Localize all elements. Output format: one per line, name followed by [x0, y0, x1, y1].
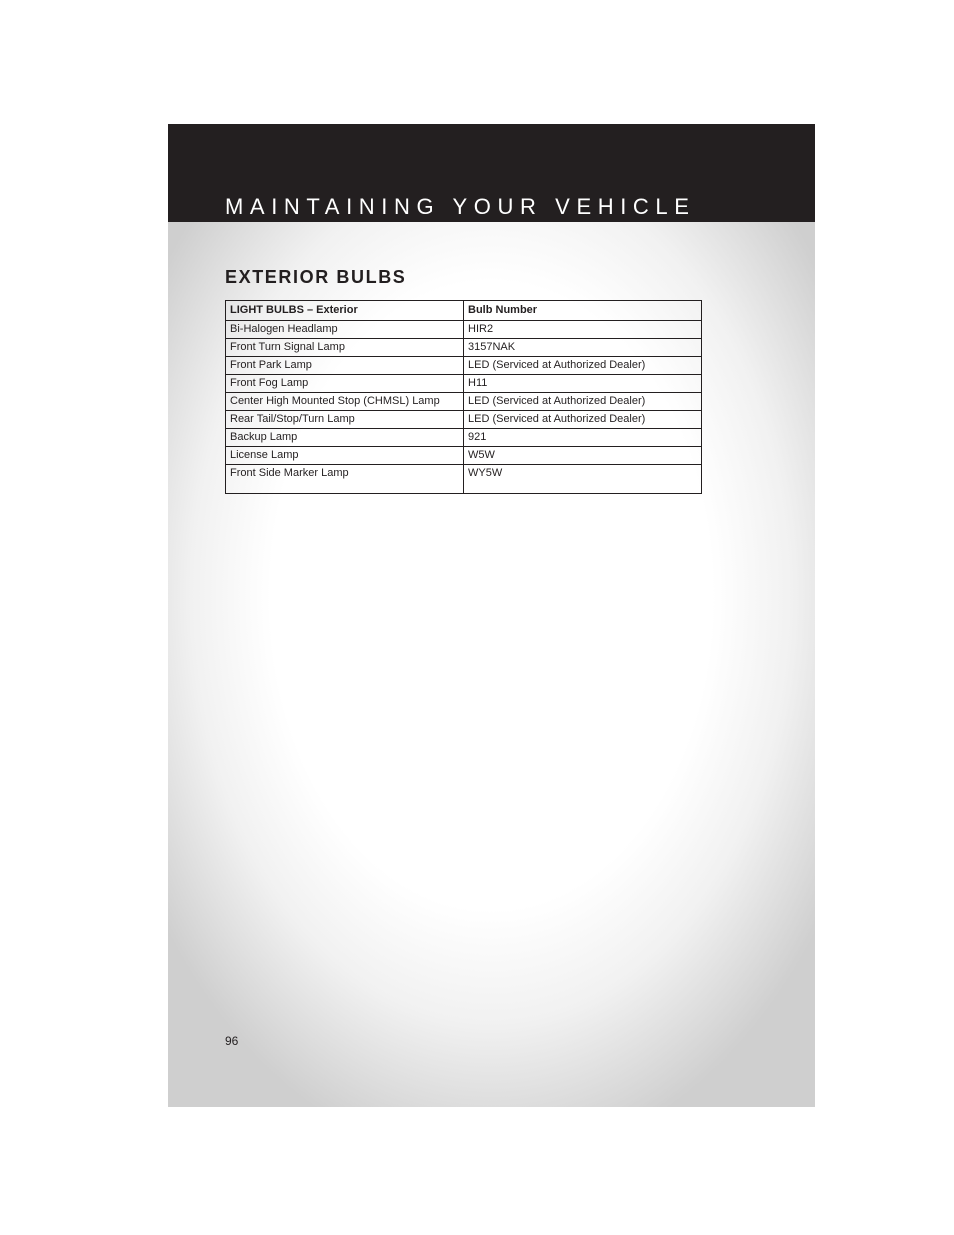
bulb-number-cell: 3157NAK [464, 339, 702, 357]
bulb-table [225, 300, 702, 494]
table-row [226, 339, 702, 357]
column-header-bulb-number: Bulb Number [464, 301, 702, 321]
light-bulb-cell: Front Side Marker Lamp [226, 465, 464, 494]
column-header-light-bulbs: LIGHT BULBS – Exterior [226, 301, 464, 321]
light-bulb-cell: Front Fog Lamp [226, 375, 464, 393]
section-title: EXTERIOR BULBS [225, 267, 407, 287]
bulb-number-cell: 921 [464, 429, 702, 447]
page-number: 96 [225, 1034, 239, 1048]
bulb-number-cell: W5W [464, 447, 702, 465]
table-row [226, 393, 702, 411]
table-row [226, 375, 702, 393]
bulb-number-cell: LED (Serviced at Authorized Dealer) [464, 411, 702, 429]
light-bulb-cell: Rear Tail/Stop/Turn Lamp [226, 411, 464, 429]
table-row [226, 447, 702, 465]
light-bulb-cell: License Lamp [226, 447, 464, 465]
bulb-number-cell: HIR2 [464, 321, 702, 339]
bulb-number-cell: LED (Serviced at Authorized Dealer) [464, 357, 702, 375]
table-row [226, 411, 702, 429]
table-header-row [226, 301, 702, 321]
manual-page [168, 124, 815, 1107]
light-bulb-cell: Front Turn Signal Lamp [226, 339, 464, 357]
chapter-title: MAINTAINING YOUR VEHICLE [225, 194, 696, 219]
table-row [226, 321, 702, 339]
header-band [168, 124, 815, 222]
light-bulb-cell: Front Park Lamp [226, 357, 464, 375]
bulb-number-cell: WY5W [464, 465, 702, 494]
table-row [226, 357, 702, 375]
light-bulb-cell: Center High Mounted Stop (CHMSL) Lamp [226, 393, 464, 411]
table-row [226, 465, 702, 494]
light-bulb-cell: Bi-Halogen Headlamp [226, 321, 464, 339]
light-bulb-cell: Backup Lamp [226, 429, 464, 447]
table-row [226, 429, 702, 447]
bulb-number-cell: LED (Serviced at Authorized Dealer) [464, 393, 702, 411]
bulb-number-cell: H11 [464, 375, 702, 393]
